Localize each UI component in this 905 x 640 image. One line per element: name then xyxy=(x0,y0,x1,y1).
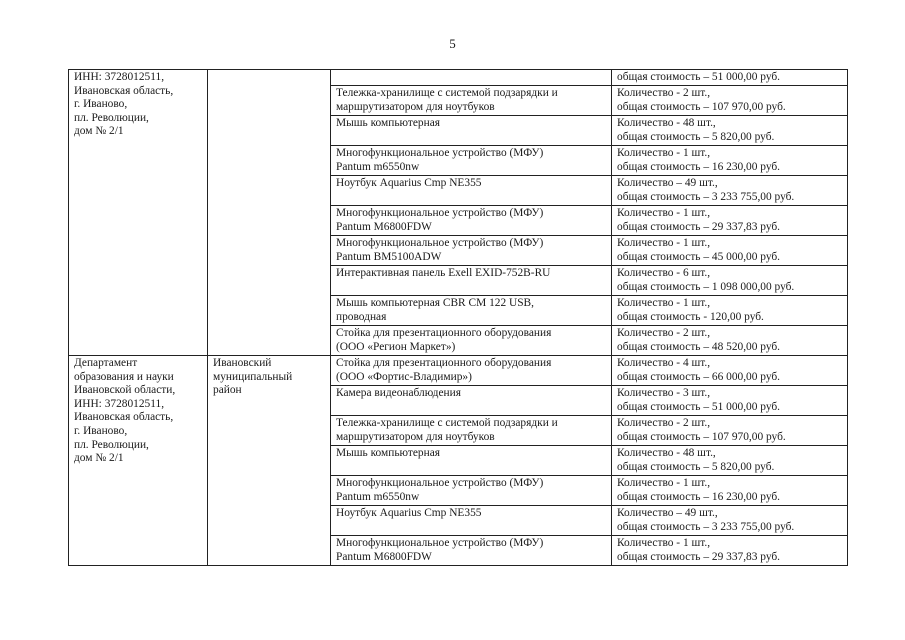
details-cell: Количество - 2 шт., общая стоимость – 107 970,00 руб. xyxy=(612,86,848,116)
item-cell: Камера видеонаблюдения xyxy=(331,386,612,416)
item-cell: Стойка для презентационного оборудования (ООО «Фортис-Владимир») xyxy=(331,356,612,386)
item-cell: Многофункциональное устройство (МФУ) Pantum m6550nw xyxy=(331,146,612,176)
item-cell: Многофункциональное устройство (МФУ) Pantum m6550nw xyxy=(331,476,612,506)
details-cell: Количество - 1 шт., общая стоимость – 29 337,83 руб. xyxy=(612,536,848,566)
item-cell: Многофункциональное устройство (МФУ) Pantum M6800FDW xyxy=(331,536,612,566)
details-cell: Количество - 1 шт., общая стоимость – 29 337,83 руб. xyxy=(612,206,848,236)
details-cell: Количество – 49 шт., общая стоимость – 3 233 755,00 руб. xyxy=(612,176,848,206)
equipment-table xyxy=(68,69,848,566)
item-cell: Многофункциональное устройство (МФУ) Pantum BM5100ADW xyxy=(331,236,612,266)
item-cell: Ноутбук Aquarius Cmp NE355 xyxy=(331,176,612,206)
item-cell: Мышь компьютерная CBR CM 122 USB, проводная xyxy=(331,296,612,326)
details-cell: Количество - 1 шт., общая стоимость – 16 230,00 руб. xyxy=(612,146,848,176)
details-cell: Количество - 48 шт., общая стоимость – 5 820,00 руб. xyxy=(612,116,848,146)
details-cell: Количество - 1 шт., общая стоимость – 45 000,00 руб. xyxy=(612,236,848,266)
item-cell: Интерактивная панель Exell EXID-752B-RU xyxy=(331,266,612,296)
details-cell: Количество - 2 шт., общая стоимость – 48 520,00 руб. xyxy=(612,326,848,356)
details-cell: Количество - 1 шт., общая стоимость – 16 230,00 руб. xyxy=(612,476,848,506)
district-cell xyxy=(208,70,331,356)
details-cell: Количество - 1 шт., общая стоимость - 120,00 руб. xyxy=(612,296,848,326)
item-cell: Стойка для презентационного оборудования (ООО «Регион Маркет») xyxy=(331,326,612,356)
details-cell: Количество - 2 шт., общая стоимость – 107 970,00 руб. xyxy=(612,416,848,446)
item-cell: Мышь компьютерная xyxy=(331,446,612,476)
details-cell: Количество - 3 шт., общая стоимость – 51 000,00 руб. xyxy=(612,386,848,416)
details-cell: Количество - 4 шт., общая стоимость – 66 000,00 руб. xyxy=(612,356,848,386)
item-cell: Тележка-хранилище с системой подзарядки и маршрутизатором для ноутбуков xyxy=(331,416,612,446)
page-number: 5 xyxy=(449,36,456,51)
item-cell: Мышь компьютерная xyxy=(331,116,612,146)
table-row xyxy=(69,356,848,386)
district-cell: Ивановский муниципальный район xyxy=(208,356,331,566)
details-cell: Количество - 48 шт., общая стоимость – 5 820,00 руб. xyxy=(612,446,848,476)
details-cell: Количество – 49 шт., общая стоимость – 3 233 755,00 руб. xyxy=(612,506,848,536)
item-cell xyxy=(331,70,612,86)
details-cell: Количество - 6 шт., общая стоимость – 1 098 000,00 руб. xyxy=(612,266,848,296)
table-row xyxy=(69,70,848,86)
item-cell: Многофункциональное устройство (МФУ) Pantum M6800FDW xyxy=(331,206,612,236)
details-cell: общая стоимость – 51 000,00 руб. xyxy=(612,70,848,86)
organization-cell: ИНН: 3728012511, Ивановская область, г. Иваново, пл. Революции, дом № 2/1 xyxy=(69,70,208,356)
item-cell: Ноутбук Aquarius Cmp NE355 xyxy=(331,506,612,536)
organization-cell: Департамент образования и науки Ивановской области, ИНН: 3728012511, Ивановская область, г. Иваново, пл. Революции, дом № 2/1 xyxy=(69,356,208,566)
item-cell: Тележка-хранилище с системой подзарядки и маршрутизатором для ноутбуков xyxy=(331,86,612,116)
